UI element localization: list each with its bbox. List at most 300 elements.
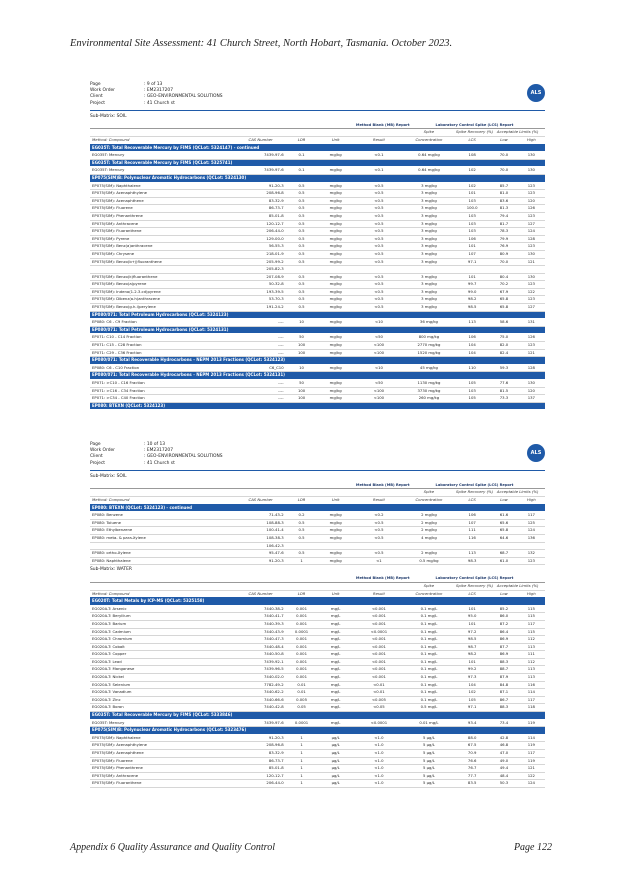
column-header-high: High (518, 497, 545, 505)
section-title: EP075(SIM)B: Polynuclear Aromatic Hydrocarbons (QCLot: 5324130) (90, 174, 545, 182)
cell-spike-concentration: 45 mg/kg (404, 364, 454, 372)
column-header-lor: LOR (286, 497, 318, 505)
cell-lcs-recovery: 105 (454, 380, 490, 388)
cell-spike-concentration: 2770 mg/kg (404, 342, 454, 350)
cell-limit-low: 82.4 (490, 349, 517, 357)
cell-unit: mg/kg (317, 205, 353, 213)
cell-result: <0.001 (354, 651, 404, 659)
cell-compound: EP075(SIM): Acenaphthylene (90, 190, 236, 198)
cell-limit-high: 119 (518, 757, 545, 765)
cell-lor: 1 (286, 734, 318, 742)
cell-cas-number: 108-88-3 (236, 519, 286, 527)
cell-cas-number: C6_C10 (236, 364, 286, 372)
cell-lcs-recovery: 83.5 (454, 780, 490, 788)
cell-lor: 0.5 (286, 205, 318, 213)
cell-unit: µg/L (317, 780, 353, 788)
cell-limit-low: 70.0 (490, 152, 517, 160)
cell-spike-concentration: 3 mg/kg (404, 220, 454, 228)
header-blank (90, 129, 404, 137)
column-header-cas: CAS Number (236, 137, 286, 145)
cell-result: <0.1 (354, 152, 404, 160)
table-row (90, 613, 545, 621)
meta-label-page: Page (90, 442, 101, 447)
cell-lor: 0.1 (286, 167, 318, 175)
cell-compound: EP080: C6 - C9 Fraction (90, 319, 236, 327)
cell-lor: 0.5 (286, 534, 318, 542)
column-header-low: Low (490, 590, 517, 598)
cell-lor: 0.01 (286, 681, 318, 689)
cell-result: <0.5 (354, 197, 404, 205)
cell-lor: 1 (286, 765, 318, 773)
cell-unit: mg/L (317, 613, 353, 621)
cell-lcs-recovery: 100.0 (454, 205, 490, 213)
cell-compound: EP075(SIM): Benz(a)anthracene (90, 243, 236, 251)
cell-result: <0.0001 (354, 628, 404, 636)
cell-cas-number: 7440-50-8 (236, 651, 286, 659)
column-header-method: Method: Compound (90, 497, 236, 505)
cell-unit: µg/L (317, 742, 353, 750)
cell-cas-number: ---- (236, 342, 286, 350)
cell-compound: EG020A-T: Vanadium (90, 689, 236, 697)
cell-limit-low: 49.0 (490, 757, 517, 765)
cell-spike-concentration: 5 µg/L (404, 765, 454, 773)
cell-lor: 0.001 (286, 636, 318, 644)
cell-result: <0.5 (354, 550, 404, 558)
cell-lcs-recovery: 110 (454, 364, 490, 372)
cell-limit-high: 115 (518, 628, 545, 636)
cell-result: <0.001 (354, 605, 404, 613)
cell-result: <1.0 (354, 734, 404, 742)
column-header-unit: Unit (317, 137, 353, 145)
cell-lcs-recovery: 98.5 (454, 636, 490, 644)
section-header-row (90, 372, 545, 380)
cell-limit-high: 123 (518, 557, 545, 565)
cell-spike-concentration: 0.1 mg/L (404, 636, 454, 644)
cell-lcs-recovery: 106 (454, 334, 490, 342)
cell-compound: EG020A-T: Barium (90, 620, 236, 628)
cell-limit-low: 81.3 (490, 205, 517, 213)
cell-lor: 0.0001 (286, 628, 318, 636)
cell-limit-high: 115 (518, 605, 545, 613)
cell-limit-low: 79.4 (490, 212, 517, 220)
table-row (90, 651, 545, 659)
cell-lcs-recovery: 67.5 (454, 742, 490, 750)
cell-limit-high: 114 (518, 689, 545, 697)
cell-compound: EG020A-T: Copper (90, 651, 236, 659)
cell-lcs-recovery: 102 (454, 167, 490, 175)
cell-lcs-recovery: 98.2 (454, 651, 490, 659)
cell-lor: 1 (286, 750, 318, 758)
cell-limit-high: 130 (518, 250, 545, 258)
cell-lor: 0.001 (286, 643, 318, 651)
cell-limit-low: 85.2 (490, 605, 517, 613)
column-header-method: Method: Compound (90, 137, 236, 145)
qc-report-page-10 (90, 442, 545, 788)
cell-limit-high: 119 (518, 719, 545, 727)
cell-result: <0.5 (354, 519, 404, 527)
cell-spike-concentration: 0.1 mg/L (404, 643, 454, 651)
cell-limit-high: 123 (518, 342, 545, 350)
cell-result: <0.5 (354, 296, 404, 304)
cell-limit-high: 120 (518, 387, 545, 395)
table-row (90, 152, 545, 160)
cell-lor: 10 (286, 319, 318, 327)
column-header-lcs: LCS (454, 137, 490, 145)
cell-cas-number: 7439-97-6 (236, 719, 286, 727)
cell-limit-low: 81.5 (490, 387, 517, 395)
cell-limit-low: 47.0 (490, 750, 517, 758)
cell-lor: 50 (286, 334, 318, 342)
cell-result: <0.05 (354, 704, 404, 712)
cell-limit-high: 113 (518, 674, 545, 682)
cell-compound: EG020A-T: Lead (90, 658, 236, 666)
cell-unit: mg/kg (317, 380, 353, 388)
header-spike: Spike (404, 129, 454, 137)
cell-unit: mg/kg (317, 364, 353, 372)
table-row (90, 205, 545, 213)
cell-lcs-recovery (454, 266, 490, 274)
cell-spike-concentration: 0.64 mg/kg (404, 152, 454, 160)
cell-limit-high: 117 (518, 750, 545, 758)
cell-compound: EP075(SIM): Benzo(g.h.i)perylene (90, 304, 236, 312)
cell-limit-low: 87.7 (490, 643, 517, 651)
cell-result: <0.5 (354, 281, 404, 289)
cell-spike-concentration: 3 mg/kg (404, 258, 454, 266)
qc-table-water (90, 575, 545, 788)
cell-limit-high: 127 (518, 304, 545, 312)
cell-limit-high: 121 (518, 765, 545, 773)
table-row (90, 704, 545, 712)
cell-unit: mg/kg (317, 212, 353, 220)
cell-spike-concentration: 0.1 mg/L (404, 620, 454, 628)
cell-spike-concentration: 3 mg/kg (404, 228, 454, 236)
section-header-row (90, 727, 545, 735)
cell-unit: mg/kg (317, 182, 353, 190)
document-running-header: Environmental Site Assessment: 41 Church Street, North Hobart, Tasmania. October 2023. (70, 38, 453, 49)
cell-lcs-recovery: 101 (454, 190, 490, 198)
cell-limit-high: 111 (518, 651, 545, 659)
cell-limit-low: 87.2 (490, 620, 517, 628)
cell-limit-high: 124 (518, 228, 545, 236)
cell-lcs-recovery: 97.1 (454, 258, 490, 266)
cell-compound: EP080: Benzene (90, 512, 236, 520)
cell-lcs-recovery: 103 (454, 197, 490, 205)
cell-lcs-recovery: 102 (454, 182, 490, 190)
cell-lor: 0.5 (286, 288, 318, 296)
cell-limit-high: 123 (518, 281, 545, 289)
cell-limit-low: 77.6 (490, 380, 517, 388)
cell-result: <1.0 (354, 742, 404, 750)
section-title: EP075(SIM)B: Polynuclear Aromatic Hydrocarbons (QCLot: 5323476) (90, 727, 545, 735)
header-sub-row (90, 582, 545, 590)
cell-lor: 0.001 (286, 658, 318, 666)
header-group-row (90, 575, 545, 582)
cell-lor: 0.5 (286, 519, 318, 527)
table-row (90, 689, 545, 697)
report-meta: Page : 10 of 13 Work Order : EM2317207 Client : GEO-ENVIRONMENTAL SOLUTIONS Project : 41 Church st ALS (90, 442, 545, 467)
cell-compound: EP080: Ethylbenzene (90, 527, 236, 535)
cell-lor: 0.5 (286, 243, 318, 251)
cell-limit-high: 123 (518, 212, 545, 220)
cell-compound: EP071: C10 - C14 Fraction (90, 334, 236, 342)
meta-label-work-order: Work Order (90, 448, 115, 454)
cell-lcs-recovery: 113 (454, 319, 490, 327)
cell-limit-low: 81.0 (490, 190, 517, 198)
cell-result: <0.0001 (354, 719, 404, 727)
cell-limit-high: 123 (518, 182, 545, 190)
cell-lor: 0.5 (286, 250, 318, 258)
cell-limit-high: 116 (518, 681, 545, 689)
cell-limit-low: 75.0 (490, 334, 517, 342)
cell-spike-concentration: 3 mg/kg (404, 182, 454, 190)
cell-unit: mg/L (317, 696, 353, 704)
cell-lcs-recovery: 93.4 (454, 719, 490, 727)
cell-lor: 0.0001 (286, 719, 318, 727)
cell-result: <0.001 (354, 643, 404, 651)
cell-unit: mg/kg (317, 349, 353, 357)
cell-limit-low: 80.4 (490, 273, 517, 281)
sub-matrix-label: Sub-Matrix: SOIL (90, 113, 127, 119)
cell-limit-high: 130 (518, 380, 545, 388)
table-row (90, 742, 545, 750)
cell-lcs-recovery: 103 (454, 387, 490, 395)
cell-spike-concentration: 0.01 mg/L (404, 719, 454, 727)
section-title: EP080/071: Total Petroleum Hydrocarbons (QCLot: 5324131) (90, 326, 545, 334)
column-header-high: High (518, 590, 545, 598)
cell-lcs-recovery: 101 (454, 658, 490, 666)
cell-unit: mg/kg (317, 190, 353, 198)
cell-result: <0.5 (354, 304, 404, 312)
cell-limit-high: 113 (518, 666, 545, 674)
cell-result: <0.001 (354, 613, 404, 621)
als-logo: ALS (527, 84, 545, 102)
cell-limit-high: 130 (518, 167, 545, 175)
cell-unit: mg/L (317, 651, 353, 659)
cell-limit-low: 65.8 (490, 296, 517, 304)
cell-compound: EP080: ortho-Xylene (90, 550, 236, 558)
cell-unit: mg/kg (317, 557, 353, 565)
cell-spike-concentration: 3 mg/kg (404, 296, 454, 304)
cell-result: <0.5 (354, 534, 404, 542)
cell-spike-concentration (404, 266, 454, 274)
cell-result: <0.01 (354, 689, 404, 697)
cell-result: <100 (354, 342, 404, 350)
table-row (90, 534, 545, 542)
cell-result: <1.0 (354, 757, 404, 765)
cell-unit: mg/L (317, 658, 353, 666)
cell-spike-concentration: 3730 mg/kg (404, 387, 454, 395)
cell-compound: EG020A-T: Arsenic (90, 605, 236, 613)
cell-compound: EP075(SIM): Phenanthrene (90, 212, 236, 220)
cell-lor: 100 (286, 387, 318, 395)
table-row (90, 243, 545, 251)
cell-result: <0.5 (354, 205, 404, 213)
header-rule (90, 470, 545, 471)
footer-page-number: Page 122 (513, 842, 552, 853)
cell-cas-number: ---- (236, 334, 286, 342)
cell-result: <0.5 (354, 243, 404, 251)
meta-label-project: Project (90, 100, 106, 106)
cell-spike-concentration: 5 µg/L (404, 734, 454, 742)
sub-matrix-label: Sub-Matrix: SOIL (90, 473, 127, 479)
cell-compound: EP075(SIM): Anthracene (90, 772, 236, 780)
cell-lor: 100 (286, 395, 318, 403)
cell-lcs-recovery: 103 (454, 220, 490, 228)
table-row (90, 605, 545, 613)
cell-spike-concentration: 0.1 mg/L (404, 613, 454, 621)
section-title: EG035T: Total Recoverable Mercury by FIMS (QCLot: 5333846) (90, 712, 545, 720)
cell-compound: EP075(SIM): Phenanthrene (90, 765, 236, 773)
cell-unit: mg/L (317, 681, 353, 689)
table-row (90, 527, 545, 535)
cell-lcs-recovery: 98.3 (454, 557, 490, 565)
column-header-low: Low (490, 497, 517, 505)
cell-limit-low: 68.7 (490, 550, 517, 558)
cell-cas-number: 206-44-0 (236, 228, 286, 236)
cell-limit-high: 127 (518, 220, 545, 228)
header-sub-row (90, 129, 545, 137)
cell-cas-number: 7440-48-4 (236, 643, 286, 651)
cell-limit-high: 117 (518, 512, 545, 520)
cell-unit: mg/L (317, 643, 353, 651)
cell-compound: EG020A-T: Chromium (90, 636, 236, 644)
table-row (90, 342, 545, 350)
cell-cas-number: ---- (236, 319, 286, 327)
table-row (90, 266, 545, 274)
column-header-result: Result (354, 497, 404, 505)
header-column-row (90, 497, 545, 505)
cell-limit-high: 131 (518, 319, 545, 327)
table-row (90, 542, 545, 550)
cell-limit-low: 86.9 (490, 651, 517, 659)
header-spike-recovery: Spike Recovery (%) (454, 582, 490, 590)
column-header-low: Low (490, 137, 517, 145)
meta-client: GEO-ENVIRONMENTAL SOLUTIONS (146, 94, 223, 100)
cell-limit-low: 73.3 (490, 395, 517, 403)
cell-result: <100 (354, 387, 404, 395)
cell-spike-concentration: 3 mg/kg (404, 288, 454, 296)
table-row (90, 281, 545, 289)
cell-cas-number: 7439-92-1 (236, 658, 286, 666)
cell-limit-low: 50.3 (490, 780, 517, 788)
cell-result: <50 (354, 380, 404, 388)
cell-lcs-recovery: 103 (454, 212, 490, 220)
cell-limit-low: 70.0 (490, 258, 517, 266)
cell-limit-high: 128 (518, 364, 545, 372)
cell-compound: EP075(SIM): Acenaphthene (90, 750, 236, 758)
cell-result: <0.5 (354, 250, 404, 258)
cell-limit-high (518, 266, 545, 274)
cell-unit: mg/kg (317, 288, 353, 296)
table-row (90, 387, 545, 395)
cell-cas-number: 106-42-3 (236, 542, 286, 550)
cell-cas-number: 208-96-8 (236, 190, 286, 198)
meta-label-client: Client (90, 94, 103, 100)
cell-limit-low: 87.9 (490, 674, 517, 682)
header-spike: Spike (404, 489, 454, 497)
cell-lcs-recovery: 88.0 (454, 734, 490, 742)
header-blank (90, 482, 354, 489)
cell-unit: mg/L (317, 719, 353, 727)
cell-limit-low: 42.8 (490, 734, 517, 742)
cell-spike-concentration: 0.5 mg/kg (404, 557, 454, 565)
cell-compound: EG020A-T: Selenium (90, 681, 236, 689)
cell-lor: 100 (286, 349, 318, 357)
cell-spike-concentration: 2 mg/kg (404, 550, 454, 558)
cell-spike-concentration: 0.1 mg/L (404, 605, 454, 613)
cell-compound: EP075(SIM): Benzo(k)fluoranthene (90, 273, 236, 281)
cell-unit: mg/kg (317, 334, 353, 342)
table-row (90, 628, 545, 636)
cell-limit-high: 115 (518, 613, 545, 621)
cell-lcs-recovery: 101 (454, 243, 490, 251)
section-header-row (90, 712, 545, 720)
cell-limit-high: 123 (518, 190, 545, 198)
cell-cas-number: 7440-38-2 (236, 605, 286, 613)
cell-lor: 0.5 (286, 212, 318, 220)
cell-limit-low: 48.4 (490, 772, 517, 780)
cell-unit: µg/L (317, 765, 353, 773)
column-header-lcs: LCS (454, 497, 490, 505)
cell-lor: 0.2 (286, 512, 318, 520)
header-spike-recovery: Spike Recovery (%) (454, 129, 490, 137)
column-header-unit: Unit (317, 590, 353, 598)
table-row (90, 273, 545, 281)
cell-unit: mg/kg (317, 342, 353, 350)
header-blank (90, 489, 404, 497)
cell-lcs-recovery: 104 (454, 681, 490, 689)
table-row (90, 636, 545, 644)
cell-result (354, 542, 404, 550)
qc-table-soil (90, 482, 545, 566)
cell-cas-number: 120-12-7 (236, 220, 286, 228)
cell-lcs-recovery: 98.2 (454, 296, 490, 304)
cell-result: <0.2 (354, 512, 404, 520)
cell-lor: 10 (286, 364, 318, 372)
header-acceptable-limits: Acceptable Limits (%) (490, 489, 545, 497)
cell-cas-number: 91-20-3 (236, 182, 286, 190)
cell-limit-low: 73.4 (490, 719, 517, 727)
cell-spike-concentration: 3 mg/kg (404, 243, 454, 251)
section-header-row (90, 174, 545, 182)
table-row (90, 643, 545, 651)
cell-spike-concentration: 260 mg/kg (404, 395, 454, 403)
cell-limit-low: 76.9 (490, 243, 517, 251)
cell-unit: mg/kg (317, 296, 353, 304)
cell-limit-low: 59.3 (490, 364, 517, 372)
cell-cas-number: 208-96-8 (236, 742, 286, 750)
header-column-row (90, 137, 545, 145)
meta-project: 41 Church st (146, 100, 175, 106)
cell-lcs-recovery: 95.0 (454, 613, 490, 621)
table-row (90, 395, 545, 403)
cell-compound: EP071: C29 - C36 Fraction (90, 349, 236, 357)
meta-work-order: EM2317207 (146, 88, 173, 94)
section-title: EP080/071: Total Petroleum Hydrocarbons (QCLot: 5324123) (90, 311, 545, 319)
cell-lcs-recovery: 103 (454, 228, 490, 236)
cell-lor: 0.5 (286, 281, 318, 289)
cell-cas-number: 53-70-3 (236, 296, 286, 304)
cell-result: <10 (354, 364, 404, 372)
cell-limit-low (490, 266, 517, 274)
cell-result: <0.01 (354, 681, 404, 689)
cell-limit-low: 70.0 (490, 167, 517, 175)
cell-limit-high (518, 542, 545, 550)
cell-unit: mg/kg (317, 197, 353, 205)
cell-spike-concentration: 3 mg/kg (404, 250, 454, 258)
cell-lcs-recovery: 101 (454, 620, 490, 628)
table-row (90, 658, 545, 666)
